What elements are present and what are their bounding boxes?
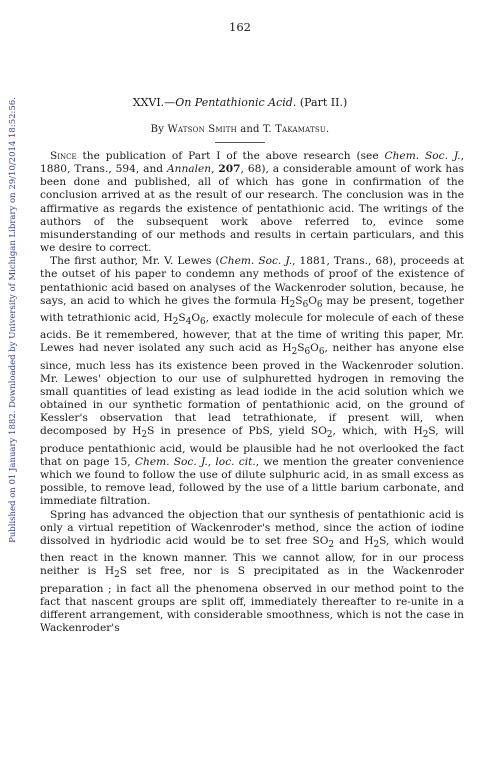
subscript: 2 [289,299,296,310]
paragraph-3 [40,509,464,636]
p1-annalen-ref: Annalen [167,163,212,176]
subscript: 2 [422,430,429,441]
article-number: XXVI.— [132,96,176,109]
subscript: 2 [373,539,380,550]
p2-text-4: O [308,294,317,307]
title-rule [215,142,265,143]
p2-text-5: may be present, together with tetrathionic acid, H [40,294,465,324]
subscript: 2 [326,430,333,441]
subscript: 2 [172,317,179,328]
p2-text-11: , neither has anyone else since, much less has its existence been proved in the Wackenroder solution. Mr. Lewes' objection to our use of sulphuretted hydrogen in removing the small quantities of lead existing as lead iodide in the acid solution which we obtained in our synthetic formation of pentathionic acid, on the ground of Kessler's observation that lead tetrathionate, if present will, when decomposed by H [40,342,464,438]
subscript: 6 [302,299,309,310]
page-number: 162 [229,20,251,34]
paragraph-1 [40,150,464,255]
p1-text-3: , [211,163,219,176]
p2-text-7: O [191,311,200,324]
subscript: 6 [316,299,323,310]
p2-text-2: , 1881, Trans., 68), proceeds at the outset of his paper to condemn any methods of proof of the existence of pentathionic acid based on analyses of the Wackenroder solution, because, he says, an acid to which he gives the formula H [40,255,464,307]
p2-journal-ref: Chem. Soc. J. [219,255,293,268]
p2-text-14: S, will produce pentathionic acid, would be plausible had he not overlooked the fact that on page 15, [40,425,464,468]
p2-text-9: S [297,342,305,355]
p2-text-6: S [178,311,186,324]
p1-journal-ref: Chem. Soc. J. [384,150,461,162]
author-takamatsu: Takamatsu [275,124,326,135]
article-body [40,150,464,635]
article-part: (Part II.) [296,96,348,109]
subscript: 2 [291,347,298,358]
byline-and: and T. [236,124,276,135]
drop-word: Since [50,150,77,162]
p1-text-1: the publication of Part I of the above research (see [76,150,385,162]
p2-text-13: , which, with H [332,425,423,438]
byline-by: By [150,124,168,135]
subscript: 2 [141,430,148,441]
subscript: 2 [114,570,120,581]
p2-text-8: , exactly molecule for molecule of each of these acids. Be it remembered, however, that at the time of writing this paper, Mr. Lewes had never isolated any such acid as H [40,311,464,355]
p2-text-15: , we mention the greater convenience which we found to follow the use of dilute sulphuric acid, in as small excess as possible, to remove lead, followed by the use of a little barium carbonate, and immediate filtration. [40,455,464,508]
p2-text-1: The first author, Mr. V. Lewes ( [50,255,220,268]
provenance-text: Published on 01 January 1882. Downloaded by University of Michigan Library on 29/10/2014 18:52:56. [8,97,18,543]
subscript: 4 [185,317,192,328]
subscript: 6 [200,317,206,328]
p1-volume: 207 [218,163,241,176]
p2-text-10: O [310,342,319,355]
subscript: 6 [304,347,311,358]
p1-text-2: , 1880, Trans., 594, and [40,150,464,176]
author-smith: Watson Smith [167,124,237,135]
p1-text-4: , 68), a considerable amount of work has been done and published, all of which has gone in confirmation of the conclusion arrived at as the result of our research. The conclusion was in the affirmative as regards the existence of pentathionic acid. The writings of the authors of the subsequent work above referred to, evince some misunderstanding of our methods and results in certain particulars, and this we desire to correct. [40,163,465,255]
p3-text-2: and H [334,534,374,547]
p2-loc-cit-ref: Chem. Soc. J., loc. cit. [134,455,256,468]
p3-text-3: S, which would then react in the known manner. This we cannot allow, for in our process neither is H [40,534,464,578]
byline [0,124,480,135]
p2-text-3: S [295,294,303,307]
p3-text-1: Spring has advanced the objection that our synthesis of pentathionic acid is only a virtual repetition of Wackenroder's method, since the action of iodine dissolved in hydriodic acid would be to set free SO [40,508,464,547]
article-title-italic: On Pentathionic Acid. [175,96,297,109]
byline-end: . [325,124,330,135]
subscript: 2 [328,539,335,550]
paragraph-2 [40,255,464,508]
p3-text-4: S set free, nor is S precipitated as in the Wackenroder preparation ; in fact all the phenomena observed in our method point to the fact that nascent groups are split off, immediately thereafter to re-unite in a different arrangement, with considerable smoothness, which is not the case in Wackenroder's [40,565,464,634]
p2-text-12: S in presence of PbS, yield SO [147,425,327,438]
subscript: 6 [318,347,325,358]
article-title [0,96,480,109]
